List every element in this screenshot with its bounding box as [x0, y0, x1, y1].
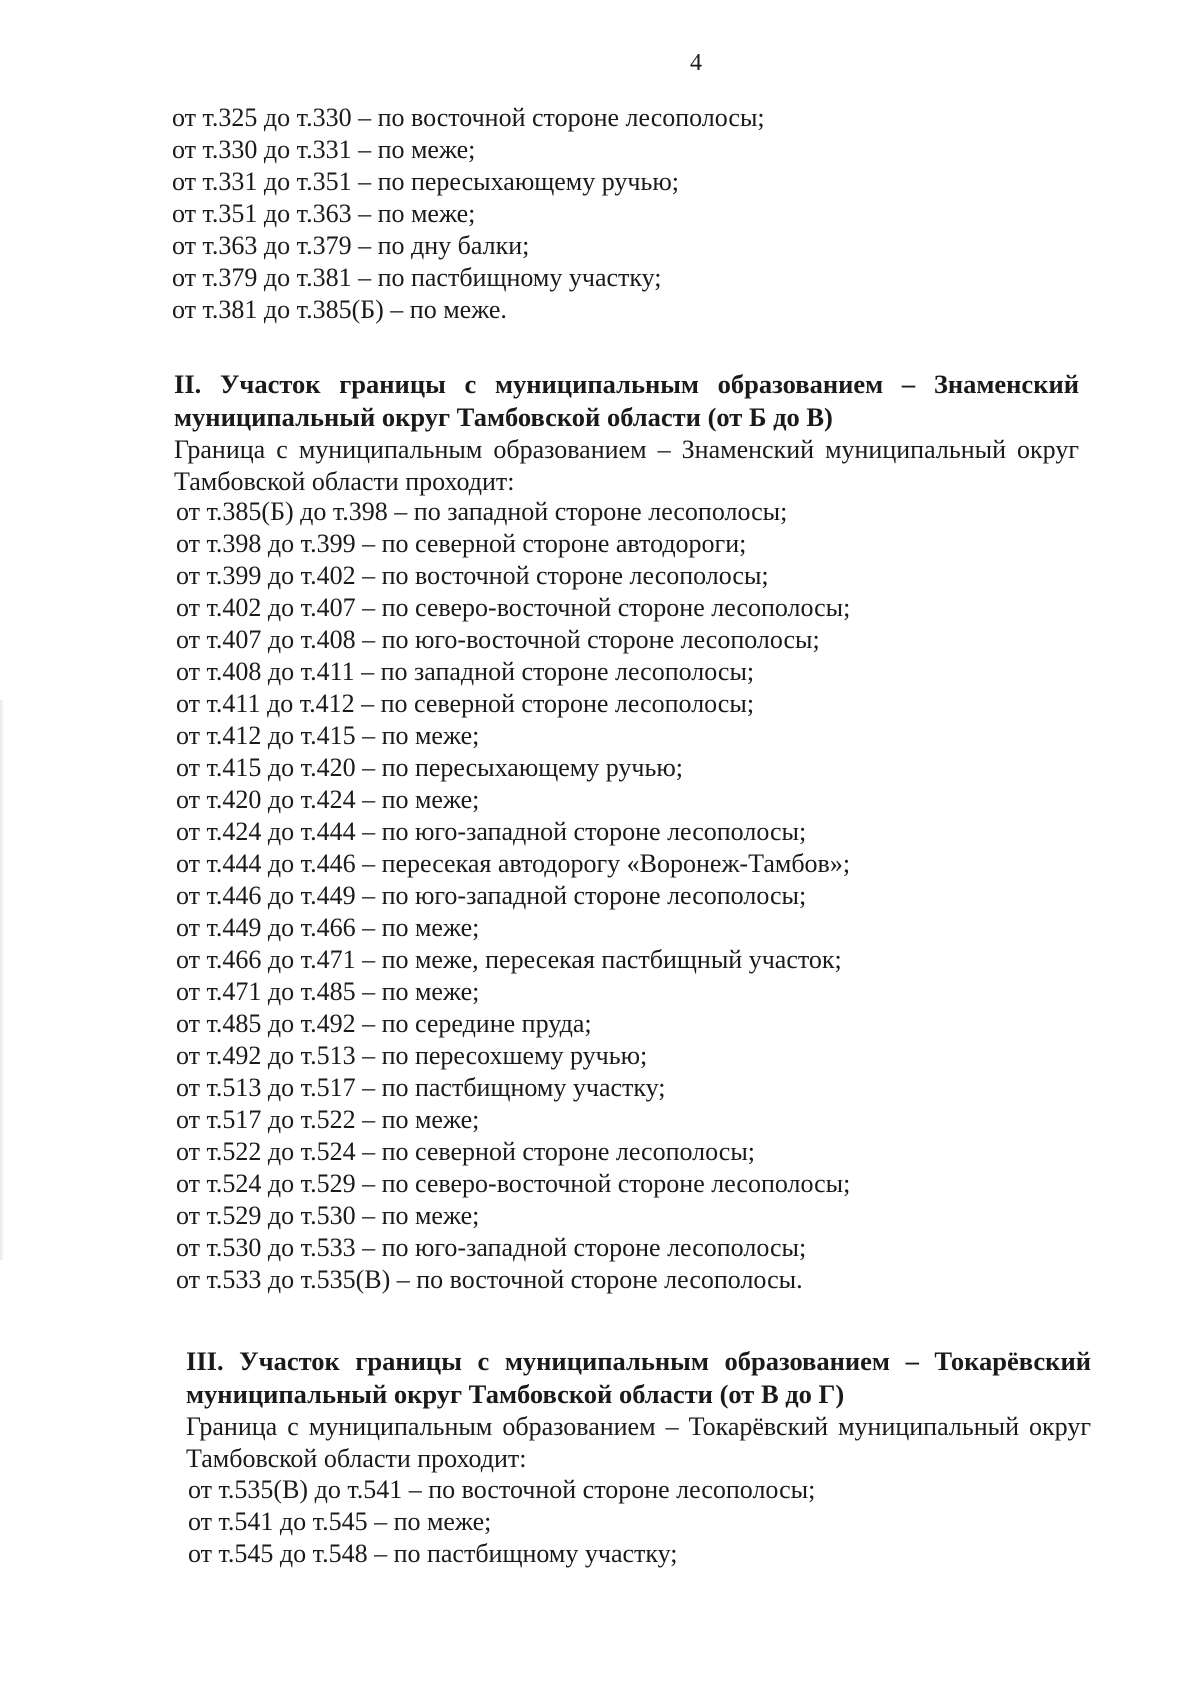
boundary-line: от т.529 до т.530 – по меже;: [176, 1201, 480, 1230]
boundary-line: от т.415 до т.420 – по пересыхающему ручью;: [176, 753, 683, 782]
boundary-line: от т.399 до т.402 – по восточной стороне лесополосы;: [176, 561, 769, 590]
section-2-intro: Граница с муниципальным образованием – Знаменский муниципальный округ Тамбовской области проходит:: [174, 435, 1079, 496]
boundary-line: от т.381 до т.385(Б) – по меже.: [172, 295, 507, 324]
boundary-line: от т.471 до т.485 – по меже;: [176, 977, 480, 1006]
boundary-line: от т.351 до т.363 – по меже;: [172, 199, 476, 228]
boundary-line: от т.466 до т.471 – по меже, пересекая пастбищный участок;: [176, 945, 842, 974]
boundary-line: от т.363 до т.379 – по дну балки;: [172, 231, 530, 260]
boundary-line: от т.444 до т.446 – пересекая автодорогу «Воронеж-Тамбов»;: [176, 849, 851, 878]
boundary-line: от т.535(В) до т.541 – по восточной стороне лесополосы;: [188, 1475, 816, 1504]
boundary-line: от т.398 до т.399 – по северной стороне автодороги;: [176, 529, 747, 558]
boundary-line: от т.402 до т.407 – по северо-восточной стороне лесополосы;: [176, 593, 851, 622]
boundary-line: от т.412 до т.415 – по меже;: [176, 721, 480, 750]
section-3: [186, 1345, 1091, 1475]
boundary-line: от т.541 до т.545 – по меже;: [188, 1507, 492, 1536]
boundary-line: от т.513 до т.517 – по пастбищному участку;: [176, 1073, 666, 1102]
boundary-line: от т.407 до т.408 – по юго-восточной стороне лесополосы;: [176, 625, 820, 654]
boundary-line: от т.411 до т.412 – по северной стороне лесополосы;: [176, 689, 755, 718]
boundary-line: от т.533 до т.535(В) – по восточной стороне лесополосы.: [176, 1265, 803, 1294]
boundary-line: от т.522 до т.524 – по северной стороне лесополосы;: [176, 1137, 756, 1166]
boundary-line: от т.524 до т.529 – по северо-восточной стороне лесополосы;: [176, 1169, 851, 1198]
page-number: 4: [690, 50, 702, 76]
section-2-heading: II. Участок границы с муниципальным образованием – Знаменский муниципальный округ Тамбовской области (от Б до В): [174, 369, 1079, 432]
boundary-line: от т.330 до т.331 – по меже;: [172, 135, 476, 164]
boundary-line: от т.379 до т.381 – по пастбищному участку;: [172, 263, 662, 292]
boundary-line: от т.325 до т.330 – по восточной стороне лесополосы;: [172, 103, 765, 132]
section-2-list: [176, 496, 1176, 1296]
boundary-line: от т.545 до т.548 – по пастбищному участку;: [188, 1539, 678, 1568]
boundary-line: от т.449 до т.466 – по меже;: [176, 913, 480, 942]
boundary-line: от т.485 до т.492 – по середине пруда;: [176, 1009, 592, 1038]
section-3-heading: III. Участок границы с муниципальным образованием – Токарёвский муниципальный округ Тамбовской области (от В до Г): [186, 1346, 1091, 1409]
boundary-line: от т.420 до т.424 – по меже;: [176, 785, 480, 814]
boundary-line: от т.530 до т.533 – по юго-западной стороне лесополосы;: [176, 1233, 807, 1262]
section-3-intro: Граница с муниципальным образованием – Токарёвский муниципальный округ Тамбовской области проходит:: [186, 1412, 1091, 1473]
section-3-list: [188, 1474, 1188, 1570]
scan-edge-shadow: [0, 700, 4, 1260]
boundary-line: от т.424 до т.444 – по юго-западной стороне лесополосы;: [176, 817, 807, 846]
boundary-line: от т.408 до т.411 – по западной стороне лесополосы;: [176, 657, 755, 686]
section-1-list: [172, 102, 1172, 326]
boundary-line: от т.492 до т.513 – по пересохшему ручью;: [176, 1041, 648, 1070]
boundary-line: от т.446 до т.449 – по юго-западной стороне лесополосы;: [176, 881, 807, 910]
section-2: [174, 368, 1079, 498]
boundary-line: от т.517 до т.522 – по меже;: [176, 1105, 480, 1134]
boundary-line: от т.331 до т.351 – по пересыхающему ручью;: [172, 167, 679, 196]
boundary-line: от т.385(Б) до т.398 – по западной стороне лесополосы;: [176, 497, 788, 526]
